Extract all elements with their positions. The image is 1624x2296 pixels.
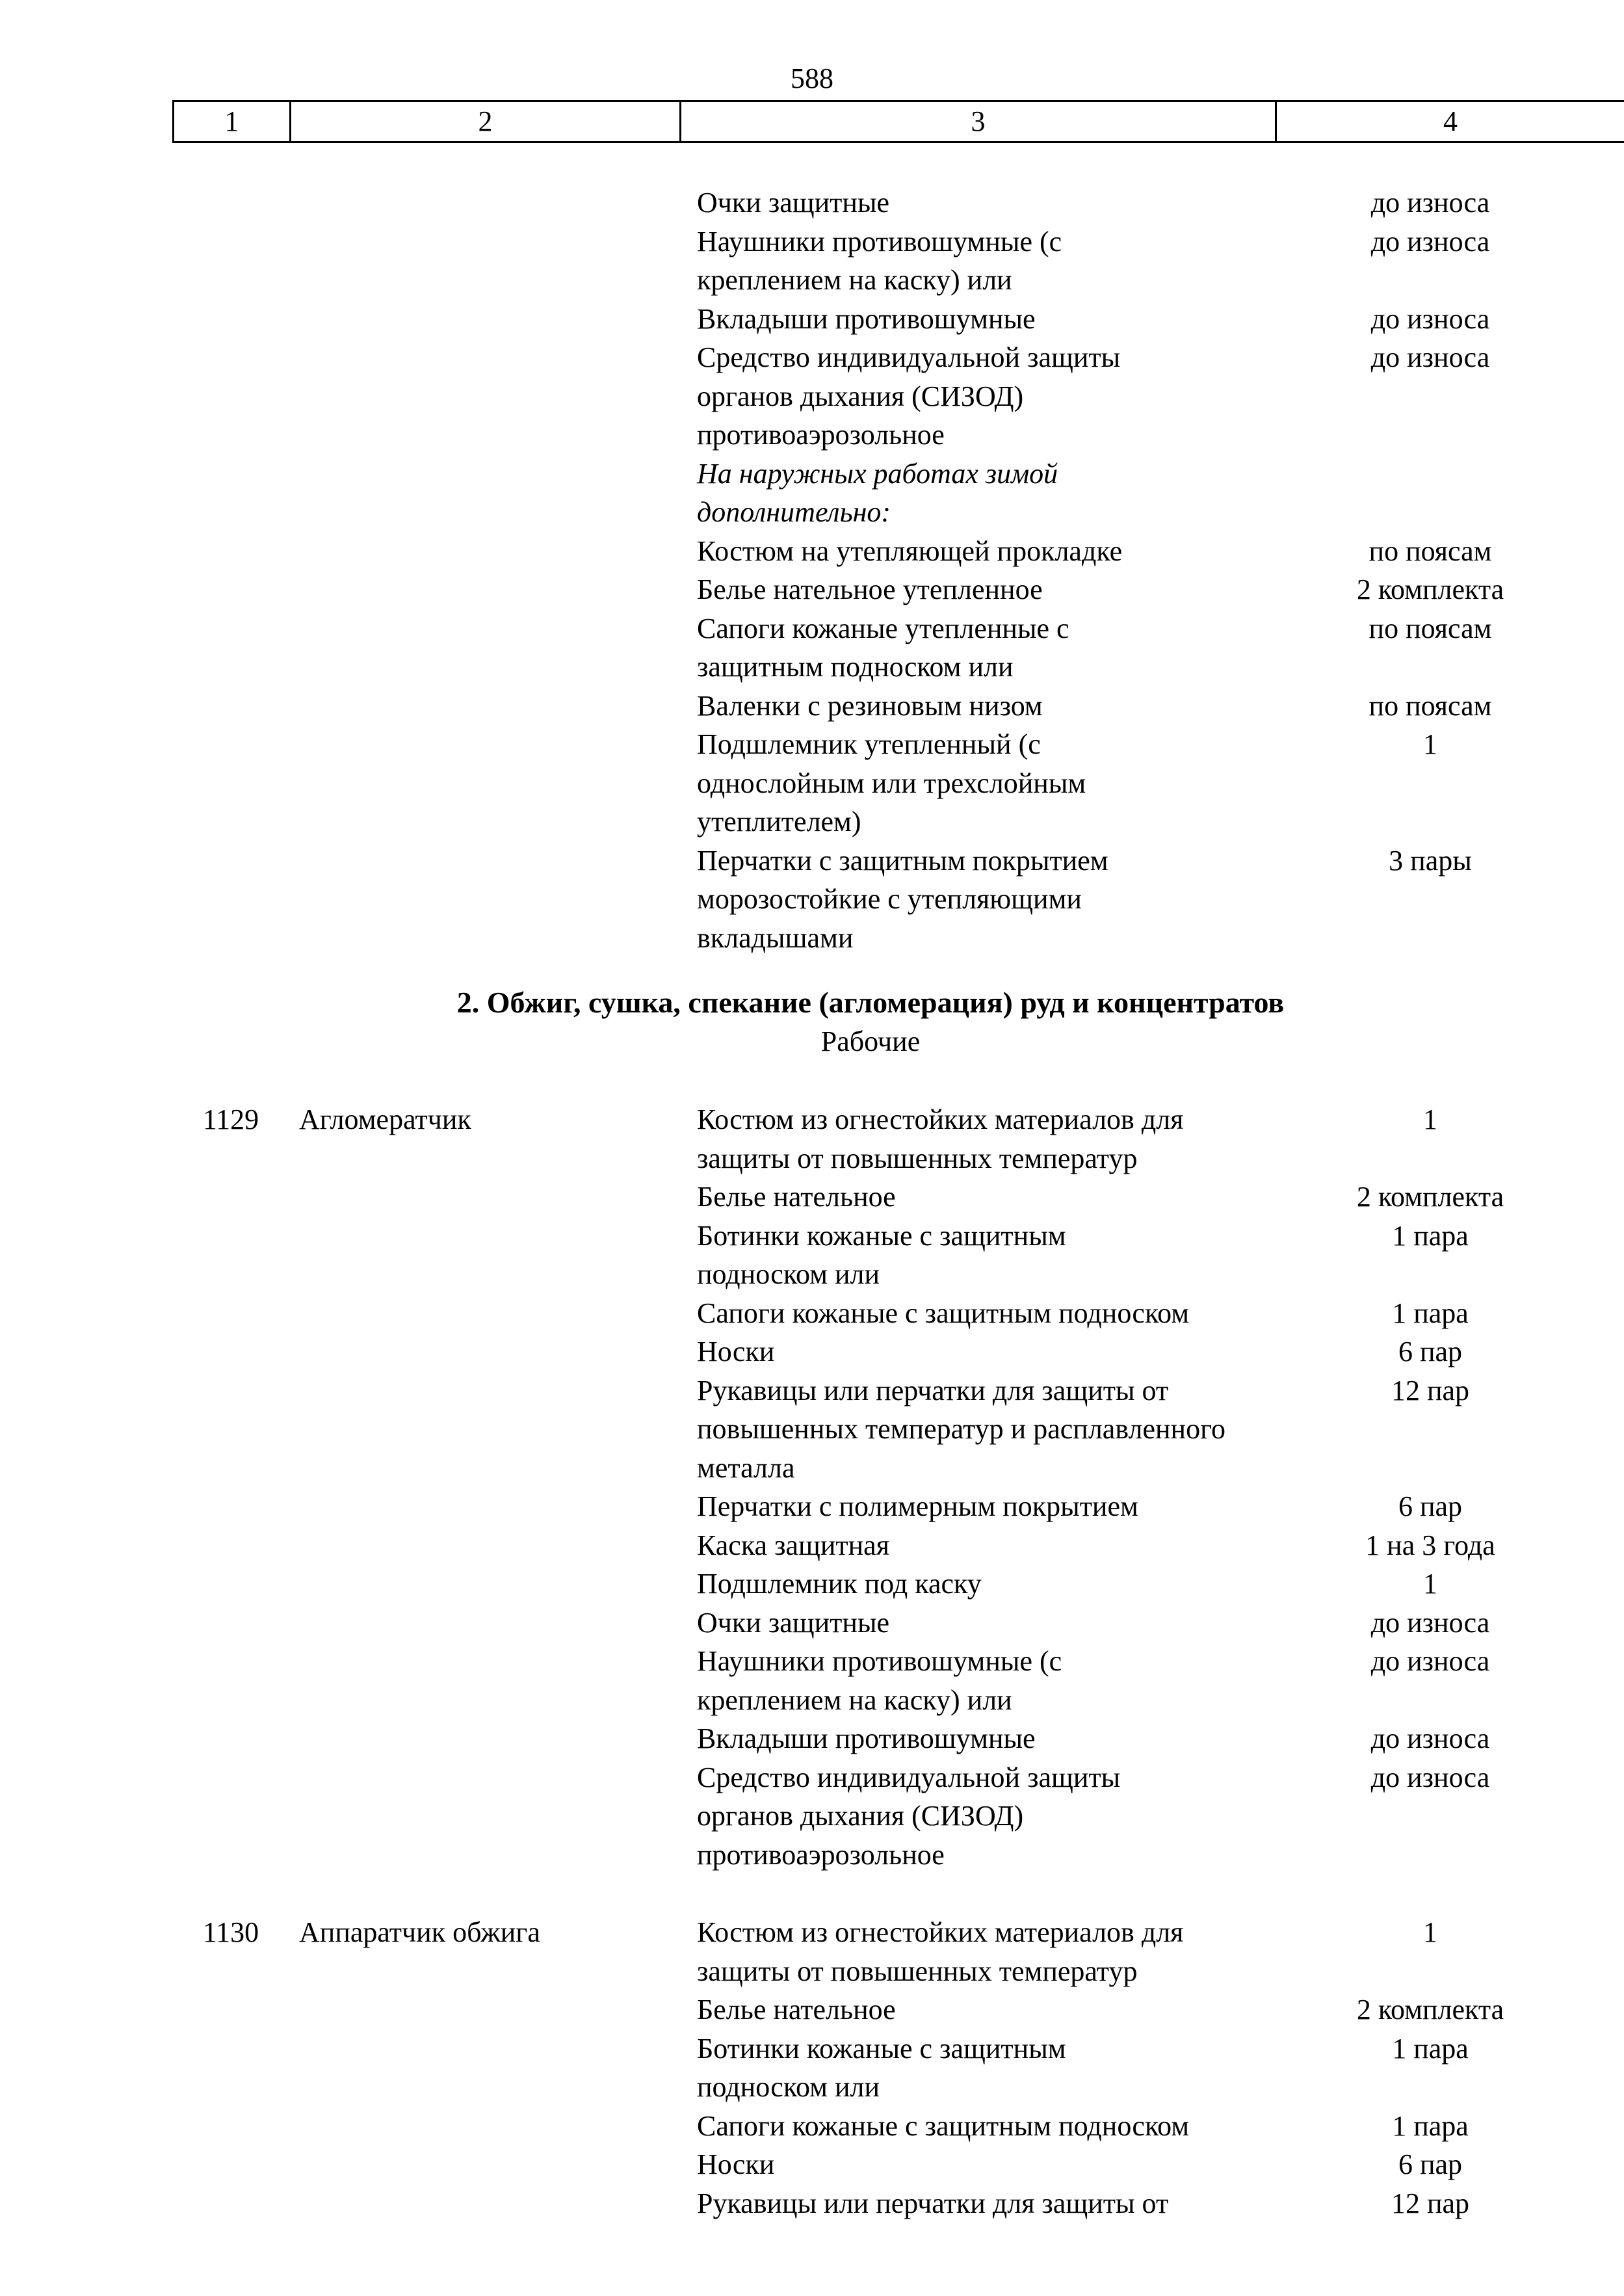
table-row [0,1642,1624,1719]
subsection-note: На наружных работах зимой дополнительно: [697,457,1058,528]
item-norm: 6 пар [1398,1336,1463,1367]
item-name: Подшлемник утепленный (с однослойным или трехслойным утеплителем) [697,728,1086,838]
table-row [0,1100,1624,1178]
table-row [0,1178,1624,1217]
table-row [0,1603,1624,1643]
item-norm: 1 пара [1392,1219,1469,1252]
table-row [0,1990,1624,2029]
header-col-1: 1 [172,102,291,141]
item-norm: 2 комплекта [1356,1994,1504,2025]
table-row [0,725,1624,841]
table-row [0,1294,1624,1333]
table-row [0,1332,1624,1371]
table-row [0,1758,1624,1875]
item-norm: до износа [1370,225,1490,257]
table-row [0,570,1624,609]
header-col-2: 2 [291,102,681,141]
item-name: Сапоги кожаные утепленные с защитным подноском или [697,612,1069,683]
profession-name: Агломератчик [299,1103,471,1135]
item-name: Носки [697,1336,775,1367]
entry-number: 1130 [202,1916,259,1948]
item-norm: 1 пара [1392,2109,1469,2142]
table-row [0,1217,1624,1294]
table-row [0,2145,1624,2184]
table-row [0,2184,1624,2223]
item-norm: до износа [1370,341,1490,373]
item-name: Перчатки с полимерным покрытием [697,1490,1138,1522]
item-name: Вкладыши противошумные [697,302,1036,335]
item-norm: 1 на 3 года [1365,1529,1495,1561]
item-name: Вкладыши противошумные [697,1722,1036,1754]
item-name: Костюм на утепляющей прокладке [697,534,1123,567]
item-norm: по поясам [1369,534,1492,567]
item-norm: 6 пар [1398,2148,1463,2180]
item-name: Белье нательное [697,1181,896,1213]
item-name: Носки [697,2148,775,2180]
table-row [0,1564,1624,1603]
table-row [0,222,1624,300]
item-name: Белье нательное утепленное [697,574,1043,605]
item-name: Рукавицы или перчатки для защиты от [697,2187,1169,2219]
item-name: Очки защитные [697,187,890,218]
item-name: Сапоги кожаные с защитным подноском [697,1297,1190,1329]
header-col-3: 3 [681,102,1277,141]
item-norm: до износа [1370,302,1490,335]
table-row [0,1913,1624,1990]
item-name: Каска защитная [697,1529,889,1561]
table-row [0,300,1624,339]
item-name: Средство индивидуальной защиты органов дыхания (СИЗОД) противоаэрозольное [697,1761,1121,1871]
table-row [0,1719,1624,1758]
item-norm: 12 пар [1391,1374,1470,1406]
table-row [0,841,1624,958]
item-norm: 1 пара [1392,1297,1469,1329]
item-norm: 2 комплекта [1356,574,1504,605]
entry-1129 [0,1100,1624,1874]
header-col-4: 4 [1443,105,1458,137]
item-norm: до износа [1370,1722,1490,1754]
item-norm: до износа [1370,1606,1490,1639]
item-norm: 1 [1423,1568,1437,1600]
item-name: Ботинки кожаные с защитным подноском или [697,2032,1066,2103]
table-row [0,2029,1624,2107]
item-norm: до износа [1370,187,1490,218]
table-row [0,532,1624,571]
item-name: Наушники противошумные (с креплением на каску) или [697,225,1062,296]
table-row [0,609,1624,687]
item-name: Сапоги кожаные с защитным подноском [697,2109,1190,2142]
item-norm: 1 пара [1392,2032,1469,2065]
item-name: Перчатки с защитным покрытием морозостойкие с утепляющими вкладышами [697,844,1108,954]
item-name: Подшлемник под каску [697,1568,982,1600]
item-norm: до износа [1370,1645,1490,1677]
entry-1130 [0,1913,1624,2223]
table-body [0,183,1624,2223]
item-norm: по поясам [1369,689,1492,722]
item-norm: 1 [1423,1103,1437,1135]
item-norm: по поясам [1369,612,1492,644]
table-row [0,687,1624,726]
table-header-row [172,100,1624,143]
table-row [0,455,1624,532]
item-name: Средство индивидуальной защиты органов дыхания (СИЗОД) противоаэрозольное [697,341,1121,451]
table-row [0,338,1624,455]
continued-items [0,183,1624,957]
item-norm: 1 [1423,728,1437,760]
item-name: Рукавицы или перчатки для защиты от повышенных температур и расплавленного металла [697,1374,1226,1484]
entry-number: 1129 [202,1103,259,1135]
item-norm: до износа [1370,1761,1490,1793]
item-name: Наушники противошумные (с креплением на каску) или [697,1645,1062,1716]
table-row [0,183,1624,222]
item-name: Валенки с резиновым низом [697,689,1043,722]
table-row [0,1526,1624,1565]
item-name: Костюм из огнестойких материалов для защиты от повышенных температур [697,1916,1184,1987]
table-row [0,2107,1624,2146]
item-norm: 12 пар [1391,2187,1470,2219]
section-title: 2. Обжиг, сушка, спекание (агломерация) руд и концентратов [456,986,1285,1019]
item-name: Костюм из огнестойких материалов для защиты от повышенных температур [697,1103,1184,1174]
section-subtitle: Рабочие [820,1025,921,1057]
page-number: 588 [791,62,833,94]
item-norm: 6 пар [1398,1490,1463,1522]
item-name: Ботинки кожаные с защитным подноском или [697,1219,1066,1290]
item-norm: 3 пары [1389,844,1472,877]
item-name: Белье нательное [697,1994,896,2025]
table-row [0,1371,1624,1488]
profession-name: Аппаратчик обжига [299,1916,540,1948]
item-norm: 2 комплекта [1356,1181,1504,1213]
item-norm: 1 [1423,1916,1437,1948]
item-name: Очки защитные [697,1606,890,1639]
table-row [0,1487,1624,1526]
